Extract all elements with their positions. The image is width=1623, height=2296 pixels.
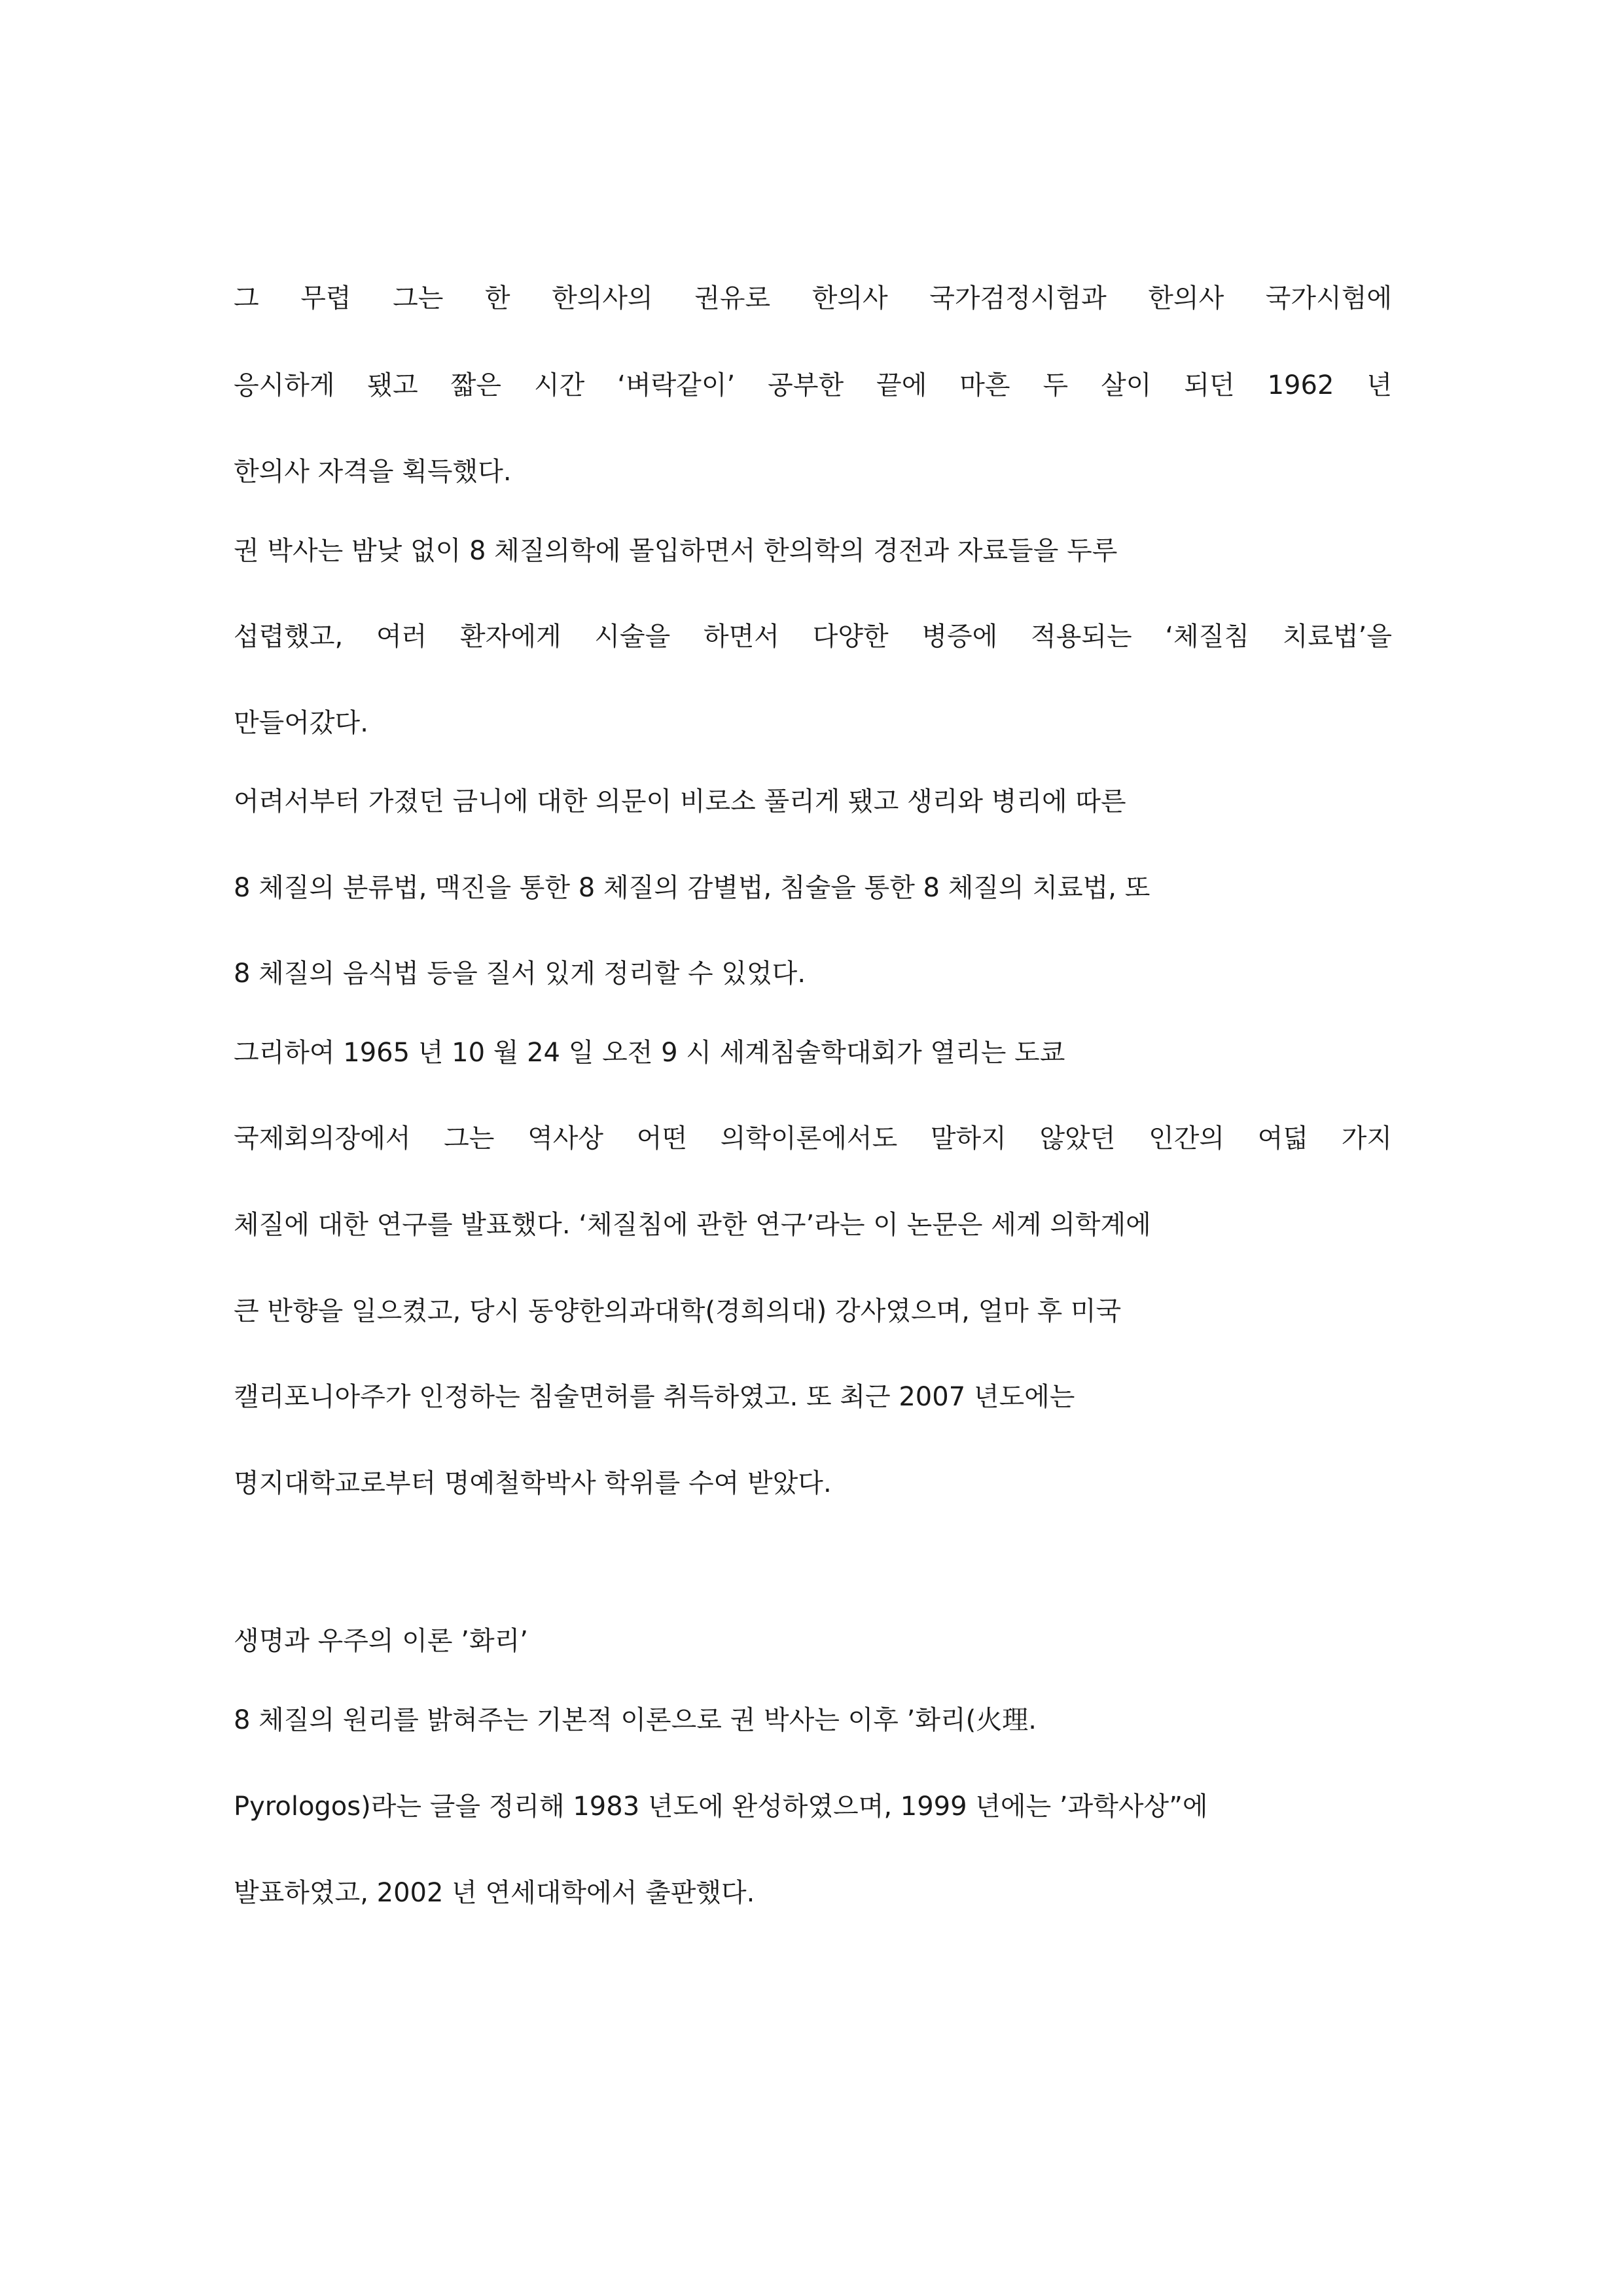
text-line: 캘리포니아주가 인정하는 침술면허를 취득하였고. 또 최근 2007 년도에는 <box>234 1382 1075 1412</box>
text-line: 국제회의장에서 그는 역사상 어떤 의학이론에서도 말하지 않았던 인간의 여덟 가지 <box>234 1123 1392 1154</box>
text-line: 섭렵했고, 여러 환자에게 시술을 하면서 다양한 병증에 적용되는 ‘체질침 치료법’을 <box>234 622 1392 652</box>
text-line: 8 체질의 음식법 등을 질서 있게 정리할 수 있었다. <box>234 959 806 989</box>
text-line: 체질에 대한 연구를 발표했다. ‘체질침에 관한 연구’라는 이 논문은 세계 의학계에 <box>234 1210 1151 1240</box>
text-line: Pyrologos)라는 글을 정리해 1983 년도에 완성하였으며, 1999 년에는 ’과학사상”에 <box>234 1792 1208 1822</box>
text-line: 8 체질의 원리를 밝혀주는 기본적 이론으로 권 박사는 이후 ’화리(火理. <box>234 1705 1037 1735</box>
text-line: 명지대학교로부터 명예철학박사 학위를 수여 받았다. <box>234 1468 832 1498</box>
text-line: 큰 반향을 일으켰고, 당시 동양한의과대학(경희의대) 강사였으며, 얼마 후 미국 <box>234 1296 1122 1326</box>
text-line: 권 박사는 밤낮 없이 8 체질의학에 몰입하면서 한의학의 경전과 자료들을 두루 <box>234 536 1118 566</box>
text-line: 한의사 자격을 획득했다. <box>234 457 512 487</box>
text-line: 어려서부터 가졌던 금니에 대한 의문이 비로소 풀리게 됐고 생리와 병리에 따른 <box>234 786 1126 817</box>
text-line: 그리하여 1965 년 10 월 24 일 오전 9 시 세계침술학대회가 열리는 도쿄 <box>234 1038 1065 1068</box>
text-line: 그 무렵 그는 한 한의사의 권유로 한의사 국가검정시험과 한의사 국가시험에 <box>234 283 1392 313</box>
text-line: 8 체질의 분류법, 맥진을 통한 8 체질의 감별법, 침술을 통한 8 체질의 치료법, 또 <box>234 873 1150 903</box>
section-heading: 생명과 우주의 이론 ’화리’ <box>234 1626 528 1656</box>
text-line: 응시하게 됐고 짧은 시간 ‘벼락같이’ 공부한 끝에 마흔 두 살이 되던 1962 년 <box>234 370 1392 400</box>
text-line: 만들어갔다. <box>234 708 368 738</box>
text-line: 발표하였고, 2002 년 연세대학에서 출판했다. <box>234 1878 755 1908</box>
